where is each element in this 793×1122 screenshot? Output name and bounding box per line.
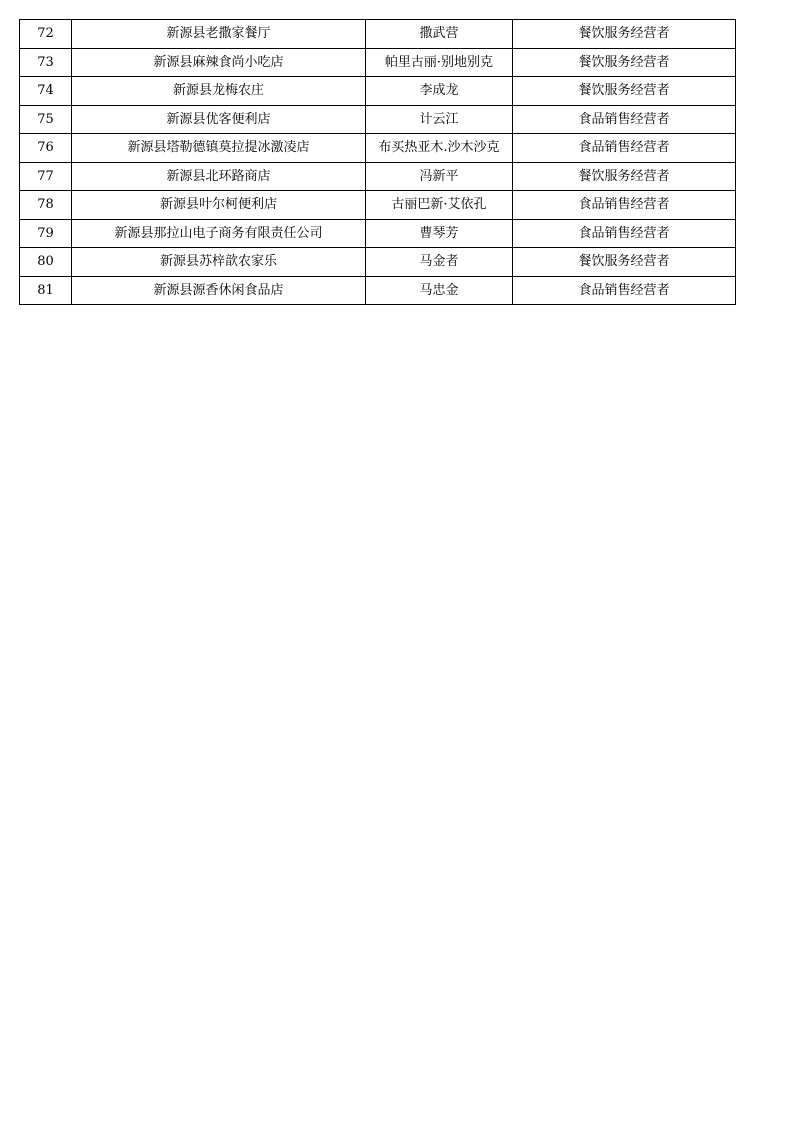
- table-row: [20, 77, 736, 106]
- table-row: [20, 248, 736, 277]
- table-body: [20, 20, 736, 305]
- representative-cell: 布买热亚木.沙木沙克: [366, 134, 513, 163]
- row-number-cell: 74: [20, 77, 72, 106]
- representative-cell: 马忠金: [366, 276, 513, 305]
- business-name-cell: 新源县龙梅农庄: [72, 77, 366, 106]
- row-number-cell: 73: [20, 48, 72, 77]
- row-number-cell: 75: [20, 105, 72, 134]
- table-row: [20, 162, 736, 191]
- business-type-cell: 餐饮服务经营者: [513, 248, 736, 277]
- business-name-cell: 新源县麻辣食尚小吃店: [72, 48, 366, 77]
- business-name-cell: 新源县老撒家餐厅: [72, 20, 366, 49]
- business-name-cell: 新源县优客便利店: [72, 105, 366, 134]
- table-row: [20, 191, 736, 220]
- row-number-cell: 72: [20, 20, 72, 49]
- representative-cell: 计云江: [366, 105, 513, 134]
- row-number-cell: 78: [20, 191, 72, 220]
- representative-cell: 撒武营: [366, 20, 513, 49]
- business-name-cell: 新源县苏梓歆农家乐: [72, 248, 366, 277]
- representative-cell: 帕里古丽·别地别克: [366, 48, 513, 77]
- business-name-cell: 新源县塔勒德镇莫拉提冰激凌店: [72, 134, 366, 163]
- business-name-cell: 新源县叶尔柯便利店: [72, 191, 366, 220]
- business-type-cell: 食品销售经营者: [513, 276, 736, 305]
- business-type-cell: 餐饮服务经营者: [513, 77, 736, 106]
- table-row: [20, 48, 736, 77]
- representative-cell: 马金者: [366, 248, 513, 277]
- business-type-cell: 食品销售经营者: [513, 105, 736, 134]
- row-number-cell: 79: [20, 219, 72, 248]
- business-registry-table: [19, 19, 736, 305]
- row-number-cell: 77: [20, 162, 72, 191]
- representative-cell: 曹琴芳: [366, 219, 513, 248]
- business-name-cell: 新源县那拉山电子商务有限责任公司: [72, 219, 366, 248]
- business-type-cell: 餐饮服务经营者: [513, 48, 736, 77]
- business-type-cell: 食品销售经营者: [513, 134, 736, 163]
- business-type-cell: 食品销售经营者: [513, 191, 736, 220]
- representative-cell: 古丽巴新·艾依孔: [366, 191, 513, 220]
- representative-cell: 冯新平: [366, 162, 513, 191]
- business-name-cell: 新源县北环路商店: [72, 162, 366, 191]
- table-row: [20, 20, 736, 49]
- table-row: [20, 276, 736, 305]
- table-row: [20, 105, 736, 134]
- business-type-cell: 餐饮服务经营者: [513, 162, 736, 191]
- business-type-cell: 食品销售经营者: [513, 219, 736, 248]
- row-number-cell: 76: [20, 134, 72, 163]
- row-number-cell: 80: [20, 248, 72, 277]
- business-type-cell: 餐饮服务经营者: [513, 20, 736, 49]
- representative-cell: 李成龙: [366, 77, 513, 106]
- table-row: [20, 134, 736, 163]
- row-number-cell: 81: [20, 276, 72, 305]
- business-name-cell: 新源县源香休闲食品店: [72, 276, 366, 305]
- table-row: [20, 219, 736, 248]
